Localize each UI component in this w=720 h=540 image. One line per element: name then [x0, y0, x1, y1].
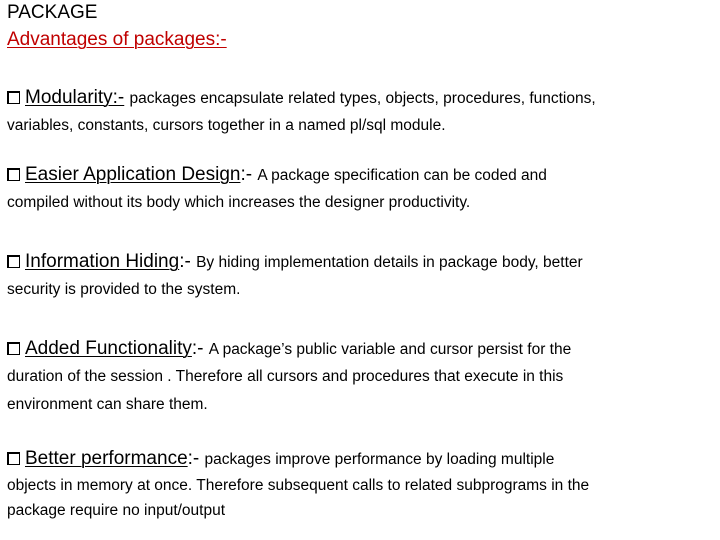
advantage-term: Better performance [25, 448, 188, 469]
checkbox-bullet-icon [7, 452, 20, 465]
page-title: PACKAGE [7, 2, 98, 23]
advantage-separator: :- [191, 338, 209, 359]
advantage-separator: :- [240, 164, 258, 185]
advantage-description: packages improve performance by loading multiple [204, 451, 555, 468]
advantage-description-line: variables, constants, cursors together in a named pl/sql module. [7, 117, 446, 134]
checkbox-bullet-icon [7, 342, 20, 355]
advantage-description: A package specification can be coded and [257, 167, 547, 184]
checkbox-bullet-icon [7, 255, 20, 268]
advantage-description-line: security is provided to the system. [7, 281, 241, 298]
advantage-item-added-functionality [7, 338, 713, 419]
advantage-description: packages encapsulate related types, objects, procedures, functions, [129, 90, 596, 107]
advantage-description: By hiding implementation details in package body, better [196, 254, 583, 271]
advantage-description-line: objects in memory at once. Therefore subsequent calls to related subprograms in the [7, 477, 590, 494]
advantage-item-information-hiding [7, 251, 713, 304]
advantage-item-better-performance [7, 448, 713, 523]
advantage-description-line: package require no input/output [7, 502, 226, 519]
advantage-item-modularity [7, 87, 713, 140]
advantage-term: Added Functionality [25, 338, 192, 359]
advantage-term: Modularity:- [25, 87, 125, 108]
advantage-description-line: environment can share them. [7, 396, 208, 413]
advantage-separator: :- [179, 251, 197, 272]
checkbox-bullet-icon [7, 168, 20, 181]
advantage-description-line: duration of the session . Therefore all cursors and procedures that execute in this [7, 368, 564, 385]
advantage-term: Information Hiding [25, 251, 180, 272]
advantage-separator: :- [187, 448, 205, 469]
advantage-description-line: compiled without its body which increases the designer productivity. [7, 194, 471, 211]
checkbox-bullet-icon [7, 91, 20, 104]
section-subtitle: Advantages of packages:- [7, 29, 227, 50]
advantage-item-easier-design [7, 164, 713, 217]
advantage-description: A package’s public variable and cursor persist for the [208, 341, 572, 358]
advantage-term: Easier Application Design [25, 164, 241, 185]
